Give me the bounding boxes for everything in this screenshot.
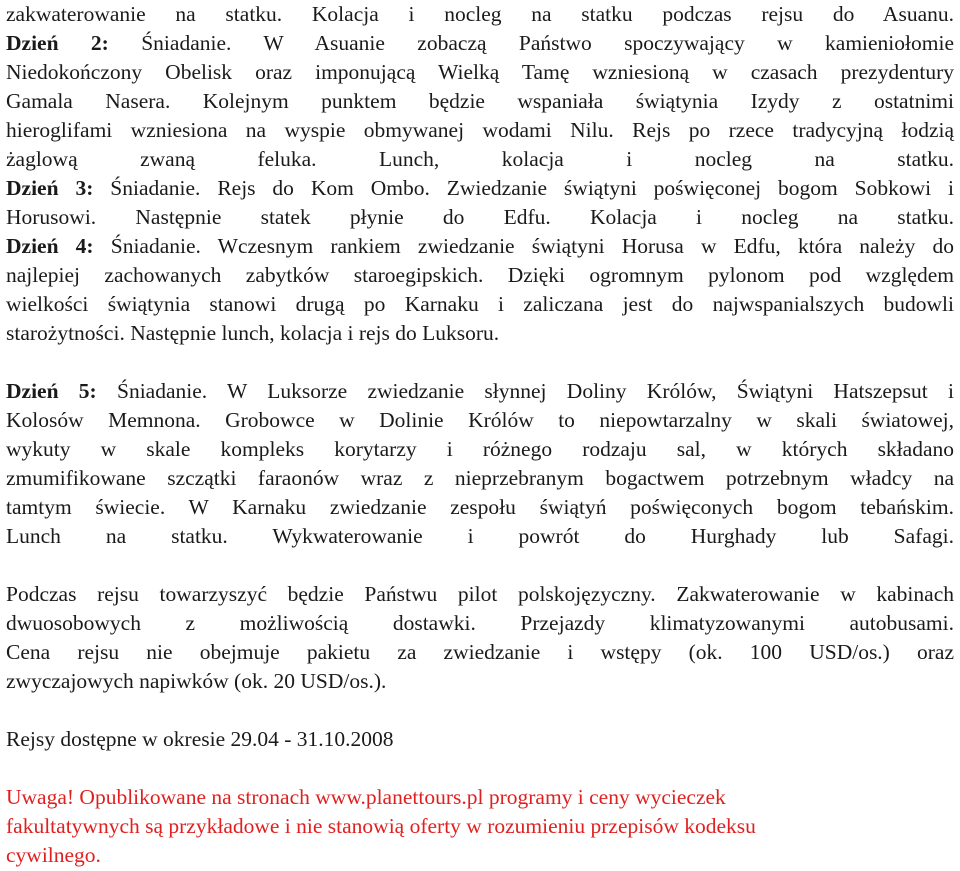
itinerary-line: zakwaterowanie na statku. Kolacja i nocleg na statku podczas rejsu do Asuanu. xyxy=(6,2,954,26)
availability-text: Rejsy dostępne w okresie 29.04 - 31.10.2008 xyxy=(6,727,394,751)
itinerary-line xyxy=(6,232,954,261)
terms-line: zwyczajowych napiwków (ok. 20 USD/os.). xyxy=(6,669,387,693)
itinerary-line xyxy=(6,377,954,406)
document-page xyxy=(6,0,954,870)
itinerary-line: zmumifikowane szczątki faraonów wraz z nieprzebranym bogactwem potrzebnym władcy na xyxy=(6,466,954,490)
warning-line: fakultatywnych są przykładowe i nie stanowią oferty w rozumieniu przepisów kodeksu xyxy=(6,814,756,838)
itinerary-line: Kolosów Memnona. Grobowce w Dolinie Królów to niepowtarzalny w skali światowej, xyxy=(6,408,954,432)
day-description: Śniadanie. W Asuanie zobaczą Państwo spoczywający w kamieniołomie xyxy=(108,31,954,55)
spacer xyxy=(6,551,954,580)
warning-line: Uwaga! Opublikowane na stronach www.planettours.pl programy i ceny wycieczek xyxy=(6,785,726,809)
itinerary-line: żaglową zwaną feluka. Lunch, kolacja i nocleg na statku. xyxy=(6,147,954,171)
itinerary-line: tamtym świecie. W Karnaku zwiedzanie zespołu świątyń poświęconych bogom tebańskim. xyxy=(6,495,954,519)
itinerary-line xyxy=(6,174,954,203)
availability-line xyxy=(6,725,954,754)
itinerary-line: hieroglifami wzniesiona na wyspie obmywanej wodami Nilu. Rejs po rzece tradycyjną łodzią xyxy=(6,118,954,142)
warning-line: cywilnego. xyxy=(6,843,101,867)
itinerary-line: Lunch na statku. Wykwaterowanie i powrót do Hurghady lub Safagi. xyxy=(6,524,954,548)
day-label: Dzień 2: xyxy=(6,31,109,55)
itinerary-block-days-2-4 xyxy=(6,0,954,348)
terms-paragraph xyxy=(6,580,954,696)
itinerary-block-day-5 xyxy=(6,377,954,551)
itinerary-line: Horusowi. Następnie statek płynie do Edfu. Kolacja i nocleg na statku. xyxy=(6,205,954,229)
day-description: Śniadanie. Rejs do Kom Ombo. Zwiedzanie świątyni poświęconej bogom Sobkowi i xyxy=(93,176,955,200)
day-label: Dzień 4: xyxy=(6,234,94,258)
itinerary-line: najlepiej zachowanych zabytków staroegipskich. Dzięki ogromnym pylonom pod względem xyxy=(6,263,954,287)
itinerary-line: wykuty w skale kompleks korytarzy i różnego rodzaju sal, w których składano xyxy=(6,437,954,461)
spacer xyxy=(6,696,954,725)
warning-notice xyxy=(6,783,954,870)
terms-line: Cena rejsu nie obejmuje pakietu za zwiedzanie i wstępy (ok. 100 USD/os.) oraz xyxy=(6,640,954,664)
terms-line: dwuosobowych z możliwością dostawki. Przejazdy klimatyzowanymi autobusami. xyxy=(6,611,954,635)
itinerary-line: Niedokończony Obelisk oraz imponującą Wielką Tamę wzniesioną w czasach prezydentury xyxy=(6,60,954,84)
itinerary-line: wielkości świątynia stanowi drugą po Karnaku i zaliczana jest do najwspanialszych budowli xyxy=(6,292,954,316)
spacer xyxy=(6,754,954,783)
day-label: Dzień 3: xyxy=(6,176,94,200)
day-description: Śniadanie. W Luksorze zwiedzanie słynnej Doliny Królów, Świątyni Hatszepsut i xyxy=(96,379,955,403)
itinerary-line: starożytności. Następnie lunch, kolacja i rejs do Luksoru. xyxy=(6,321,500,345)
spacer xyxy=(6,348,954,377)
terms-line: Podczas rejsu towarzyszyć będzie Państwu pilot polskojęzyczny. Zakwaterowanie w kabinach xyxy=(6,582,954,606)
day-label: Dzień 5: xyxy=(6,379,97,403)
day-description: Śniadanie. Wczesnym rankiem zwiedzanie świątyni Horusa w Edfu, która należy do xyxy=(93,234,955,258)
itinerary-line xyxy=(6,29,954,58)
itinerary-line: Gamala Nasera. Kolejnym punktem będzie wspaniała świątynia Izydy z ostatnimi xyxy=(6,89,954,113)
